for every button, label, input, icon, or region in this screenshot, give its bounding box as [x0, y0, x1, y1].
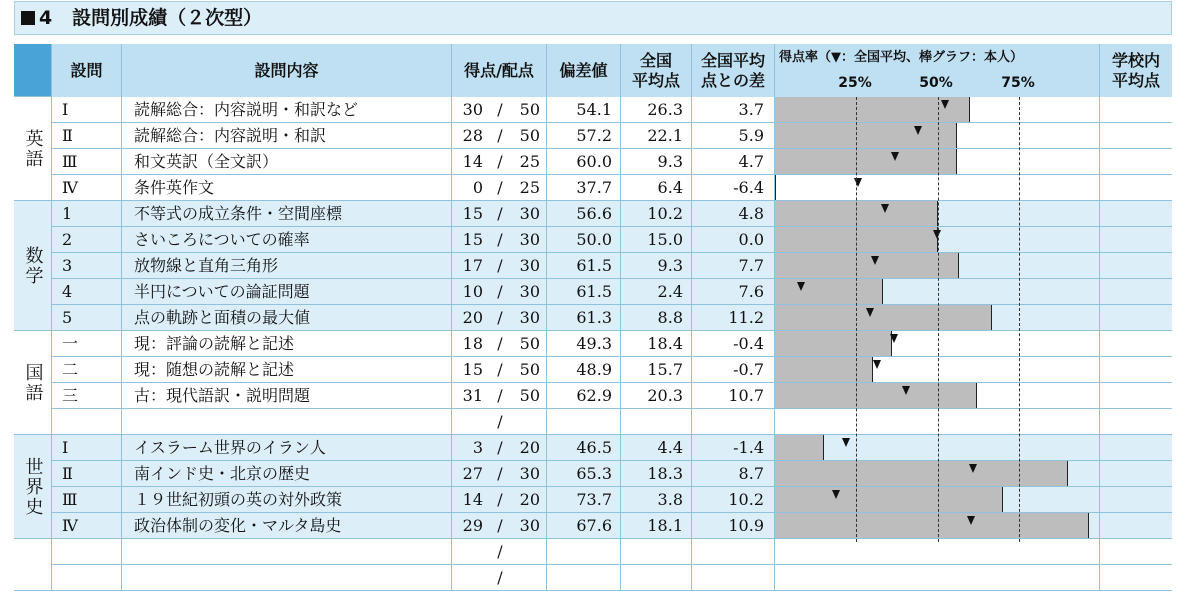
score-value: 17 — [462, 256, 483, 275]
points-separator: / — [497, 568, 503, 587]
points-separator: / — [497, 230, 503, 249]
question-number — [52, 409, 122, 435]
diff-value: 11.2 — [692, 305, 775, 331]
question-content: 現：評論の読解と記述 — [122, 331, 452, 357]
national-avg-value: 26.3 — [621, 97, 692, 123]
points-cell — [452, 123, 547, 149]
points-separator: / — [497, 204, 503, 223]
subject-label: 国語 — [14, 331, 52, 435]
national-avg-value: 4.4 — [621, 435, 692, 461]
question-content: 半円についての論証問題 — [122, 279, 452, 305]
diff-value: 4.7 — [692, 149, 775, 175]
question-number: Ⅰ — [52, 97, 122, 123]
score-rate-bar — [775, 383, 977, 408]
diff-value: 3.7 — [692, 97, 775, 123]
tick-50: 50% — [919, 75, 953, 91]
national-avg-marker-icon — [941, 100, 949, 109]
deviation-value: 61.5 — [547, 253, 621, 279]
points-cell — [452, 357, 547, 383]
deviation-value: 65.3 — [547, 461, 621, 487]
score-rate-bar — [775, 279, 883, 304]
school-avg-value — [1100, 279, 1172, 305]
question-number: Ⅳ — [52, 175, 122, 201]
deviation-value: 46.5 — [547, 435, 621, 461]
score-rate-bar — [775, 513, 1089, 538]
national-avg-marker-icon — [891, 152, 899, 161]
question-content: 条件英作文 — [122, 175, 452, 201]
school-avg-value — [1100, 435, 1172, 461]
question-number: 4 — [52, 279, 122, 305]
table-row — [14, 409, 1172, 435]
diff-value: 10.7 — [692, 383, 775, 409]
national-avg-marker-icon — [842, 438, 850, 447]
table-row — [14, 539, 1172, 565]
header-question: 設問 — [52, 44, 122, 97]
score-value: 15 — [462, 360, 483, 379]
deviation-value: 48.9 — [547, 357, 621, 383]
square-bullet-icon — [21, 11, 35, 25]
points-cell — [452, 435, 547, 461]
deviation-value: 57.2 — [547, 123, 621, 149]
score-rate-bar — [775, 487, 1003, 512]
points-cell — [452, 253, 547, 279]
question-number: 2 — [52, 227, 122, 253]
points-separator: / — [497, 412, 503, 431]
deviation-value: 54.1 — [547, 97, 621, 123]
rate-gridline — [856, 97, 857, 542]
question-number — [52, 565, 122, 591]
max-points-value: 20 — [519, 490, 540, 509]
deviation-value: 49.3 — [547, 331, 621, 357]
max-points-value: 30 — [519, 516, 540, 535]
deviation-value: 56.6 — [547, 201, 621, 227]
score-rate-bar — [775, 123, 957, 148]
national-avg-marker-icon — [969, 464, 977, 473]
national-avg-value: 10.2 — [621, 201, 692, 227]
table-row — [14, 123, 1172, 149]
question-number: 一 — [52, 331, 122, 357]
school-avg-value — [1100, 227, 1172, 253]
question-number: 3 — [52, 253, 122, 279]
question-content: イスラーム世界のイラン人 — [122, 435, 452, 461]
question-content — [122, 539, 452, 565]
points-cell — [452, 201, 547, 227]
header-school-avg: 学校内 平均点 — [1100, 44, 1172, 97]
table-row — [14, 487, 1172, 513]
national-avg-value — [621, 409, 692, 435]
school-avg-value — [1100, 149, 1172, 175]
points-separator: / — [497, 256, 503, 275]
score-rate-bar — [775, 253, 959, 278]
points-cell — [452, 383, 547, 409]
table-row — [14, 461, 1172, 487]
school-avg-value — [1100, 409, 1172, 435]
max-points-value: 30 — [519, 204, 540, 223]
table-row — [14, 565, 1172, 591]
school-avg-value — [1100, 513, 1172, 539]
school-avg-value — [1100, 539, 1172, 565]
rate-gridline — [1019, 97, 1020, 542]
deviation-value: 50.0 — [547, 227, 621, 253]
school-avg-value — [1100, 253, 1172, 279]
national-avg-marker-icon — [873, 360, 881, 369]
diff-value: 7.7 — [692, 253, 775, 279]
question-number: Ⅱ — [52, 461, 122, 487]
diff-value: 5.9 — [692, 123, 775, 149]
score-rate-bar — [775, 175, 776, 200]
diff-value: 10.9 — [692, 513, 775, 539]
school-avg-value — [1100, 201, 1172, 227]
max-points-value: 50 — [519, 386, 540, 405]
tick-75: 75% — [1001, 75, 1035, 91]
header-diff: 全国平均 点との差 — [692, 44, 775, 97]
diff-value: 8.7 — [692, 461, 775, 487]
max-points-value: 30 — [519, 464, 540, 483]
points-separator: / — [497, 438, 503, 457]
diff-value: -1.4 — [692, 435, 775, 461]
table-row — [14, 357, 1172, 383]
school-avg-value — [1100, 331, 1172, 357]
score-value: 15 — [462, 204, 483, 223]
diff-value: -6.4 — [692, 175, 775, 201]
points-cell — [452, 175, 547, 201]
national-avg-value: 15.7 — [621, 357, 692, 383]
subject-label: 世界史 — [14, 435, 52, 539]
deviation-value: 67.6 — [547, 513, 621, 539]
national-avg-value — [621, 565, 692, 591]
deviation-value — [547, 539, 621, 565]
header-national-avg: 全国 平均点 — [621, 44, 692, 97]
national-avg-value: 3.8 — [621, 487, 692, 513]
national-avg-marker-icon — [914, 126, 922, 135]
table-row — [14, 435, 1172, 461]
national-avg-value: 18.4 — [621, 331, 692, 357]
score-value: 0 — [472, 178, 483, 197]
max-points-value: 25 — [519, 152, 540, 171]
national-avg-value — [621, 539, 692, 565]
national-avg-value: 18.3 — [621, 461, 692, 487]
score-value: 14 — [462, 152, 483, 171]
tick-25: 25% — [838, 75, 872, 91]
points-cell — [452, 487, 547, 513]
national-avg-marker-icon — [797, 282, 805, 291]
score-rate-bar — [775, 331, 892, 356]
question-content — [122, 565, 452, 591]
question-content — [122, 409, 452, 435]
school-avg-value — [1100, 461, 1172, 487]
score-rate-bar — [775, 435, 824, 460]
national-avg-value: 22.1 — [621, 123, 692, 149]
points-cell — [452, 331, 547, 357]
points-separator: / — [497, 542, 503, 561]
points-separator: / — [497, 334, 503, 353]
max-points-value: 50 — [519, 126, 540, 145]
score-table — [14, 44, 1172, 604]
question-content: 不等式の成立条件・空間座標 — [122, 201, 452, 227]
national-avg-value: 9.3 — [621, 149, 692, 175]
section-number: 4 — [39, 7, 53, 29]
national-avg-marker-icon — [832, 490, 840, 499]
national-avg-marker-icon — [902, 386, 910, 395]
section-title — [14, 1, 1172, 35]
diff-value: 4.8 — [692, 201, 775, 227]
national-avg-marker-icon — [881, 204, 889, 213]
score-value: 18 — [462, 334, 483, 353]
school-avg-value — [1100, 383, 1172, 409]
subject-label — [14, 539, 52, 591]
score-value: 14 — [462, 490, 483, 509]
points-separator: / — [497, 178, 503, 197]
deviation-value: 61.5 — [547, 279, 621, 305]
score-value: 3 — [472, 438, 483, 457]
table-row — [14, 201, 1172, 227]
diff-value: 10.2 — [692, 487, 775, 513]
diff-value: -0.4 — [692, 331, 775, 357]
question-content: 政治体制の変化・マルタ島史 — [122, 513, 452, 539]
national-avg-marker-icon — [866, 308, 874, 317]
question-number — [52, 539, 122, 565]
points-separator: / — [497, 152, 503, 171]
points-separator: / — [497, 126, 503, 145]
points-separator: / — [497, 282, 503, 301]
question-content: 古：現代語訳・説明問題 — [122, 383, 452, 409]
question-content: 点の軌跡と面積の最大値 — [122, 305, 452, 331]
question-content: 南インド史・北京の歴史 — [122, 461, 452, 487]
points-separator: / — [497, 490, 503, 509]
max-points-value: 30 — [519, 256, 540, 275]
table-row — [14, 175, 1172, 201]
max-points-value: 50 — [519, 360, 540, 379]
score-value: 31 — [462, 386, 483, 405]
points-cell — [452, 513, 547, 539]
school-avg-value — [1100, 565, 1172, 591]
national-avg-value: 2.4 — [621, 279, 692, 305]
school-avg-value — [1100, 97, 1172, 123]
national-avg-marker-icon — [871, 256, 879, 265]
diff-value — [692, 409, 775, 435]
table-row — [14, 305, 1172, 331]
national-avg-value: 18.1 — [621, 513, 692, 539]
school-avg-value — [1100, 123, 1172, 149]
score-value: 28 — [462, 126, 483, 145]
question-content: 現：随想の読解と記述 — [122, 357, 452, 383]
table-row — [14, 513, 1172, 539]
max-points-value: 30 — [519, 230, 540, 249]
score-value: 29 — [462, 516, 483, 535]
question-number: 三 — [52, 383, 122, 409]
header-subject — [14, 44, 52, 97]
points-cell — [452, 539, 547, 565]
question-content: 放物線と直角三角形 — [122, 253, 452, 279]
national-avg-marker-icon — [967, 516, 975, 525]
diff-value: -0.7 — [692, 357, 775, 383]
points-cell — [452, 149, 547, 175]
max-points-value: 50 — [519, 334, 540, 353]
points-separator: / — [497, 464, 503, 483]
subject-label: 数学 — [14, 201, 52, 331]
deviation-value — [547, 409, 621, 435]
points-separator: / — [497, 386, 503, 405]
question-content: 読解総合：内容説明・和訳 — [122, 123, 452, 149]
question-number: 二 — [52, 357, 122, 383]
header-content: 設問内容 — [122, 44, 452, 97]
deviation-value: 73.7 — [547, 487, 621, 513]
table-row — [14, 149, 1172, 175]
diff-value — [692, 565, 775, 591]
score-value: 30 — [462, 100, 483, 119]
section-title-text: 設問別成績（２次型） — [72, 7, 263, 29]
national-avg-value: 9.3 — [621, 253, 692, 279]
question-number: Ⅲ — [52, 487, 122, 513]
table-row — [14, 253, 1172, 279]
national-avg-marker-icon — [890, 334, 898, 343]
score-value: 10 — [462, 282, 483, 301]
diff-value — [692, 539, 775, 565]
points-cell — [452, 227, 547, 253]
header-rate-label: 得点率（▼：全国平均、棒グラフ：本人） — [779, 50, 1023, 65]
points-separator: / — [497, 516, 503, 535]
question-number: Ⅳ — [52, 513, 122, 539]
header-points: 得点/配点 — [452, 44, 547, 97]
max-points-value: 25 — [519, 178, 540, 197]
question-number: Ⅱ — [52, 123, 122, 149]
question-number: 5 — [52, 305, 122, 331]
score-value: 15 — [462, 230, 483, 249]
national-avg-value: 8.8 — [621, 305, 692, 331]
table-row — [14, 331, 1172, 357]
rate-cell — [775, 565, 1100, 591]
question-content: 読解総合：内容説明・和訳など — [122, 97, 452, 123]
table-row — [14, 227, 1172, 253]
points-cell — [452, 305, 547, 331]
deviation-value: 37.7 — [547, 175, 621, 201]
national-avg-value: 15.0 — [621, 227, 692, 253]
national-avg-value: 6.4 — [621, 175, 692, 201]
score-rate-bar — [775, 149, 957, 174]
deviation-value: 62.9 — [547, 383, 621, 409]
max-points-value: 20 — [519, 438, 540, 457]
score-value: 27 — [462, 464, 483, 483]
question-number: Ⅲ — [52, 149, 122, 175]
max-points-value: 50 — [519, 100, 540, 119]
score-rate-bar — [775, 357, 873, 382]
school-avg-value — [1100, 305, 1172, 331]
max-points-value: 30 — [519, 308, 540, 327]
points-cell — [452, 461, 547, 487]
max-points-value: 30 — [519, 282, 540, 301]
national-avg-marker-icon — [854, 178, 862, 187]
points-cell — [452, 97, 547, 123]
subject-label: 英語 — [14, 97, 52, 201]
score-rate-bar — [775, 461, 1068, 486]
national-avg-value: 20.3 — [621, 383, 692, 409]
points-cell — [452, 409, 547, 435]
points-separator: / — [497, 308, 503, 327]
points-separator: / — [497, 360, 503, 379]
diff-value: 7.6 — [692, 279, 775, 305]
rate-gridline — [938, 97, 939, 542]
school-avg-value — [1100, 487, 1172, 513]
school-avg-value — [1100, 357, 1172, 383]
table-row — [14, 97, 1172, 123]
school-avg-value — [1100, 175, 1172, 201]
diff-value: 0.0 — [692, 227, 775, 253]
rate-cell — [775, 539, 1100, 565]
points-cell — [452, 565, 547, 591]
score-value: 20 — [462, 308, 483, 327]
question-number: 1 — [52, 201, 122, 227]
question-number: Ⅰ — [52, 435, 122, 461]
deviation-value — [547, 565, 621, 591]
question-content: １９世紀初頭の英の対外政策 — [122, 487, 452, 513]
deviation-value: 60.0 — [547, 149, 621, 175]
table-row — [14, 383, 1172, 409]
points-separator: / — [497, 100, 503, 119]
question-content: さいころについての確率 — [122, 227, 452, 253]
score-rate-bar — [775, 305, 992, 330]
question-content: 和文英訳（全文訳） — [122, 149, 452, 175]
deviation-value: 61.3 — [547, 305, 621, 331]
header-deviation: 偏差値 — [547, 44, 621, 97]
points-cell — [452, 279, 547, 305]
table-row — [14, 279, 1172, 305]
